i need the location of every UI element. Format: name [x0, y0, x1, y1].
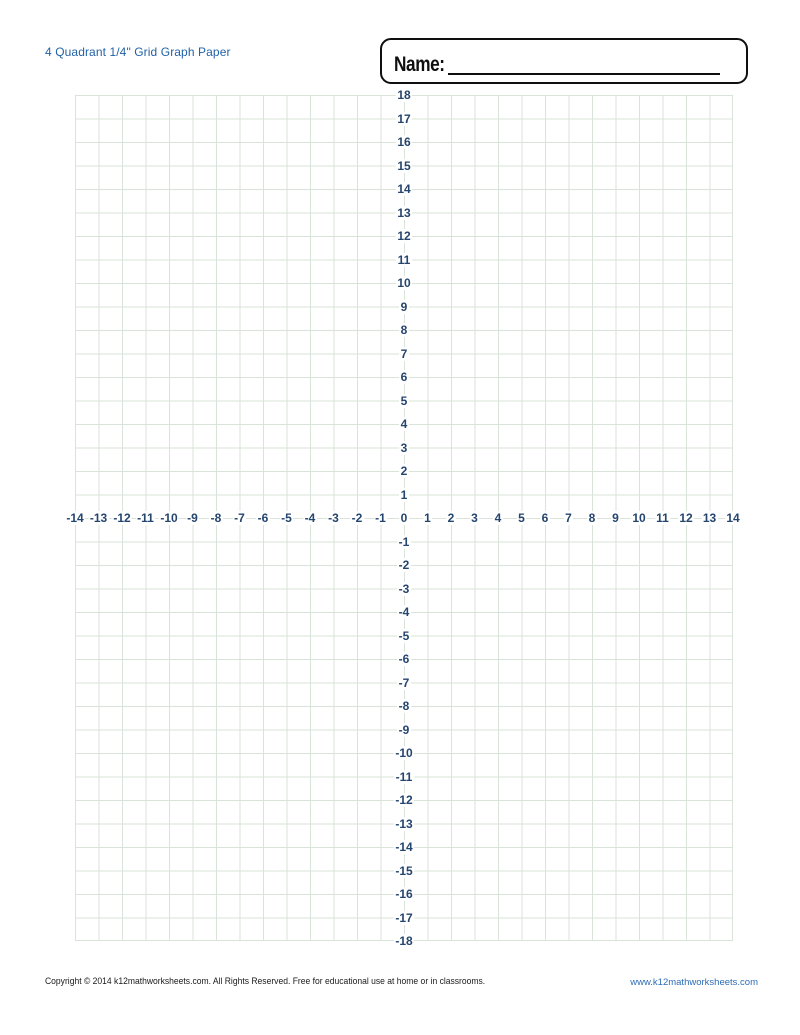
y-axis-label: -11: [395, 769, 413, 784]
y-axis-label: 14: [397, 182, 411, 196]
y-axis-label: 9: [400, 299, 408, 314]
copyright-text: Copyright © 2014 k12mathworksheets.com. All Rights Reserved. Free for educational use at home or in classrooms.: [45, 976, 486, 987]
x-axis-label: -5: [281, 511, 292, 525]
coordinate-grid: [66, 88, 740, 948]
y-axis-label: 17: [397, 111, 411, 126]
x-axis-label: 8: [588, 511, 596, 525]
y-axis-label: 7: [400, 346, 408, 361]
name-entry-line[interactable]: [448, 73, 720, 76]
x-axis-label: 2: [447, 511, 455, 525]
x-axis-label: 5: [518, 511, 525, 525]
x-axis-label: 6: [541, 511, 549, 525]
y-axis-label: -10: [395, 746, 413, 760]
name-label: Name:: [394, 53, 445, 76]
x-axis-label: -12: [113, 511, 131, 525]
y-axis-label: 15: [397, 158, 411, 173]
x-axis-label: 11: [656, 511, 669, 525]
x-axis-label: -13: [89, 511, 108, 525]
y-axis-label: 11: [397, 252, 411, 267]
x-axis-label: -8: [210, 511, 222, 525]
y-axis-label: -3: [398, 581, 410, 596]
x-axis-label: 1: [424, 511, 431, 525]
y-axis-label: -15: [395, 863, 413, 878]
y-axis-label: -1: [398, 534, 410, 549]
x-axis-label: 9: [612, 511, 619, 525]
x-axis-label: -14: [66, 511, 84, 525]
x-axis-label: -4: [304, 511, 316, 525]
y-axis-label: 4: [400, 417, 408, 431]
y-axis-label: -18: [395, 934, 413, 948]
x-axis-label: 4: [494, 511, 502, 525]
x-axis-label: 10: [632, 511, 646, 525]
y-axis-label: 16: [397, 135, 411, 149]
x-axis-label: -2: [351, 511, 363, 525]
y-axis-label: -7: [398, 675, 410, 690]
y-axis-label: -14: [395, 840, 413, 854]
x-axis-label: 13: [702, 511, 717, 525]
y-axis-label: 12: [397, 229, 411, 243]
y-axis-label: -2: [398, 558, 410, 572]
y-axis-label: -8: [398, 699, 410, 713]
page-title: 4 Quadrant 1/4" Grid Graph Paper: [45, 45, 231, 59]
y-axis-label: 8: [400, 323, 408, 337]
y-axis-label: 13: [397, 205, 411, 220]
y-axis-label: -13: [395, 816, 413, 831]
x-axis-label: -1: [375, 511, 386, 525]
y-axis-label: -16: [395, 887, 413, 901]
y-axis-label: -12: [395, 793, 413, 807]
website-link[interactable]: www.k12mathworksheets.com: [630, 977, 758, 988]
x-axis-label: 12: [679, 511, 693, 525]
y-axis-label: 6: [400, 370, 408, 384]
y-axis-label: 1: [400, 487, 408, 502]
y-axis-label: 3: [400, 440, 408, 455]
x-axis-label: -11: [137, 511, 154, 525]
x-axis-label: -6: [257, 511, 269, 525]
x-axis-label: -7: [234, 511, 245, 525]
origin-label: 0: [400, 511, 408, 525]
y-axis-label: -17: [395, 910, 413, 925]
name-box: [380, 38, 748, 84]
y-axis-label: 2: [400, 464, 408, 478]
x-axis-label: 3: [471, 511, 478, 525]
y-axis-label: -9: [398, 722, 410, 737]
x-axis-label: -3: [328, 511, 339, 525]
y-axis-label: -5: [398, 628, 410, 643]
y-axis-label: 5: [400, 393, 408, 408]
y-axis-label: -4: [398, 605, 410, 619]
y-axis-label: -6: [398, 652, 410, 666]
x-axis-label: -9: [187, 511, 198, 525]
x-axis-label: 7: [565, 511, 572, 525]
x-axis-label: 14: [726, 511, 740, 525]
x-axis-label: -10: [160, 511, 178, 525]
y-axis-label: 10: [397, 276, 411, 290]
y-axis-label: 18: [397, 88, 411, 102]
